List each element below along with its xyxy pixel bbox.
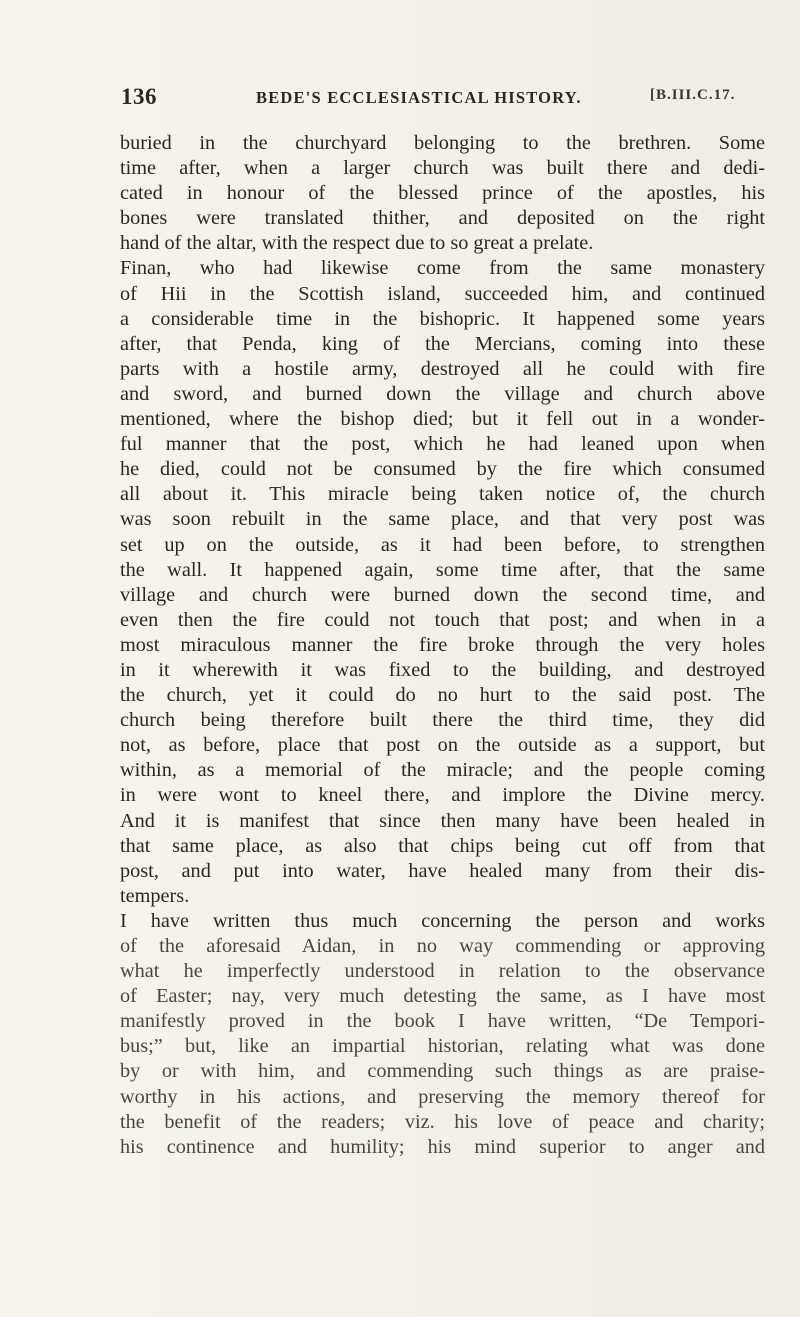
text-line: set up on the outside, as it had been before, to strengthen <box>120 533 765 556</box>
body-text <box>120 131 765 1160</box>
text-line: bones were translated thither, and deposited on the right <box>120 207 765 230</box>
text-line: his continence and humility; his mind superior to anger and <box>120 1135 765 1158</box>
running-title: BEDE'S ECCLESIASTICAL HISTORY. <box>256 88 582 107</box>
chapter-reference: [B.III.C.17. <box>650 87 736 103</box>
text-line: buried in the churchyard belonging to the brethren. Some <box>120 132 765 154</box>
text-line: cated in honour of the blessed prince of the apostles, his <box>120 182 765 205</box>
text-line: all about it. This miracle being taken notice of, the church <box>120 483 765 506</box>
text-line: post, and put into water, have healed many from their dis- <box>120 859 765 882</box>
text-line: the church, yet it could do no hurt to the said post. The <box>120 684 765 707</box>
text-line: by or with him, and commending such things as are praise- <box>120 1060 765 1083</box>
text-line: I have written thus much concerning the person and works <box>120 909 765 932</box>
text-line: of the aforesaid Aidan, in no way commending or approving <box>120 935 765 957</box>
text-line: and sword, and burned down the village and church above <box>120 382 765 405</box>
page-header <box>0 84 800 114</box>
text-line: worthy in his actions, and preserving the memory thereof for <box>120 1085 765 1108</box>
text-line: And it is manifest that since then many have been healed in <box>120 809 765 832</box>
text-line: parts with a hostile army, destroyed all he could with fire <box>120 357 765 380</box>
text-line: hand of the altar, with the respect due to so great a prelate. <box>120 232 594 255</box>
text-line: in it wherewith it was fixed to the building, and destroyed <box>120 658 765 681</box>
text-line: manifestly proved in the book I have written, “De Tempori- <box>120 1010 765 1033</box>
text-line: village and church were burned down the second time, and <box>120 583 765 606</box>
text-line: of Hii in the Scottish island, succeeded him, and continued <box>120 282 765 305</box>
text-line: ful manner that the post, which he had leaned upon when <box>120 433 765 456</box>
text-line: the wall. It happened again, some time after, that the same <box>120 558 765 581</box>
text-line: time after, when a larger church was built there and dedi- <box>120 157 765 180</box>
text-line: church being therefore built there the third time, they did <box>120 709 765 732</box>
text-line: what he imperfectly understood in relation to the observance <box>120 960 765 983</box>
page-number: 136 <box>121 84 157 109</box>
text-line: after, that Penda, king of the Mercians, coming into these <box>120 332 765 355</box>
text-line: in were wont to kneel there, and implore the Divine mercy. <box>120 784 765 807</box>
text-line: not, as before, place that post on the outside as a support, but <box>120 734 765 757</box>
text-line: a considerable time in the bishopric. It happened some years <box>120 307 765 330</box>
text-line: within, as a memorial of the miracle; and the people coming <box>120 759 765 782</box>
text-line: he died, could not be consumed by the fire which consumed <box>120 458 765 481</box>
text-line: even then the fire could not touch that post; and when in a <box>120 608 765 631</box>
text-line: most miraculous manner the fire broke through the very holes <box>120 633 765 656</box>
text-line: that same place, as also that chips being cut off from that <box>120 834 765 857</box>
text-line: the benefit of the readers; viz. his love of peace and charity; <box>120 1110 765 1133</box>
text-line: was soon rebuilt in the same place, and that very post was <box>120 508 765 531</box>
text-line: bus;” but, like an impartial historian, relating what was done <box>120 1035 765 1058</box>
text-line: of Easter; nay, very much detesting the same, as I have most <box>120 985 765 1008</box>
text-line: mentioned, where the bishop died; but it fell out in a wonder- <box>120 408 765 431</box>
text-line: Finan, who had likewise come from the same monastery <box>120 257 765 280</box>
text-line: tempers. <box>120 884 190 907</box>
